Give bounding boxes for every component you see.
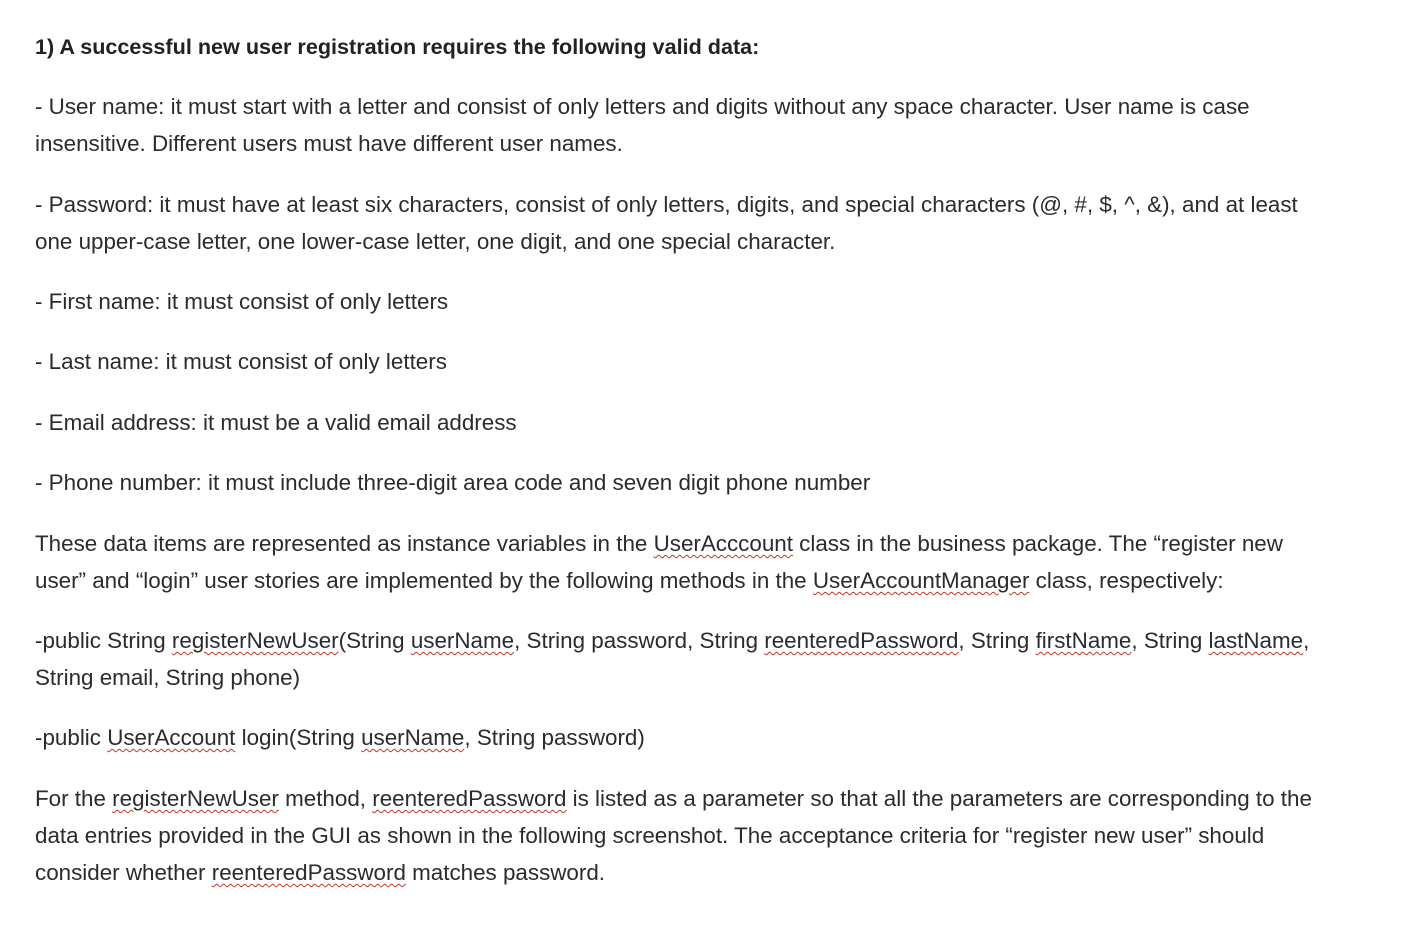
user-name-rule-line-2: insensitive. Different users must have different user names.	[35, 131, 623, 156]
text-run: matches password.	[405, 860, 606, 885]
text-run: ,	[1303, 628, 1310, 653]
first-name-rule: - First name: it must consist of only letters	[35, 289, 449, 314]
registernewuser-method-name: registerNewUser	[112, 786, 279, 811]
represented-paragraph-line-2	[35, 567, 1224, 595]
phone-rule: - Phone number: it must include three-digit area code and seven digit phone number	[35, 470, 871, 495]
last-name-rule: - Last name: it must consist of only letters	[35, 349, 447, 374]
firstname-param: firstName	[1035, 628, 1132, 653]
useraccount-return-type: UserAccount	[107, 725, 236, 750]
username-param: userName	[410, 628, 515, 653]
closing-paragraph-line-2: data entries provided in the GUI as shown in the following screenshot. The acceptance criteria for “register new user” should	[35, 823, 1265, 848]
useracccount-class-name: UserAcccount	[653, 531, 793, 556]
username-param: userName	[361, 725, 465, 750]
text-run: class, respectively:	[1029, 568, 1224, 593]
closing-paragraph-line-1	[35, 785, 1312, 813]
email-rule: - Email address: it must be a valid email address	[35, 410, 517, 435]
text-run: is listed as a parameter so that all the parameters are corresponding to the	[566, 786, 1312, 811]
text-run: , String	[1131, 628, 1209, 653]
registernewuser-method-name: registerNewUser	[171, 628, 339, 653]
user-name-rule-line-1: - User name: it must start with a letter and consist of only letters and digits without any space character. User name is case	[35, 94, 1250, 119]
reenteredpassword-param: reenteredPassword	[764, 628, 959, 653]
text-run: consider whether	[35, 860, 212, 885]
text-run: class in the business package. The “register new	[792, 531, 1283, 556]
register-signature-line-2: String email, String phone)	[35, 665, 301, 690]
useraccountmanager-class-name: UserAccountManager	[812, 568, 1030, 593]
closing-paragraph-line-3	[35, 859, 605, 887]
represented-paragraph-line-1	[35, 530, 1283, 558]
register-signature-line-1	[35, 627, 1309, 655]
text-run: login(String	[235, 725, 362, 750]
text-run: (String	[338, 628, 411, 653]
text-run: , String	[958, 628, 1036, 653]
text-run: , String password, String	[514, 628, 765, 653]
text-run: user” and “login” user stories are implemented by the following methods in the	[35, 568, 813, 593]
reenteredpassword-param: reenteredPassword	[372, 786, 567, 811]
text-run: , String password)	[464, 725, 645, 750]
login-signature	[35, 724, 645, 752]
text-run: These data items are represented as instance variables in the	[35, 531, 654, 556]
password-rule-line-1: - Password: it must have at least six characters, consist of only letters, digits, and special characters (@, #, $, ^, &), and at least	[35, 192, 1298, 217]
text-run: -public String	[35, 628, 172, 653]
section-heading: 1) A successful new user registration requires the following valid data:	[35, 34, 760, 59]
text-run: method,	[278, 786, 373, 811]
text-run: For the	[35, 786, 113, 811]
password-rule-line-2: one upper-case letter, one lower-case letter, one digit, and one special character.	[35, 229, 836, 254]
lastname-param: lastName	[1208, 628, 1304, 653]
reenteredpassword-param: reenteredPassword	[211, 860, 406, 885]
text-run: -public	[35, 725, 108, 750]
